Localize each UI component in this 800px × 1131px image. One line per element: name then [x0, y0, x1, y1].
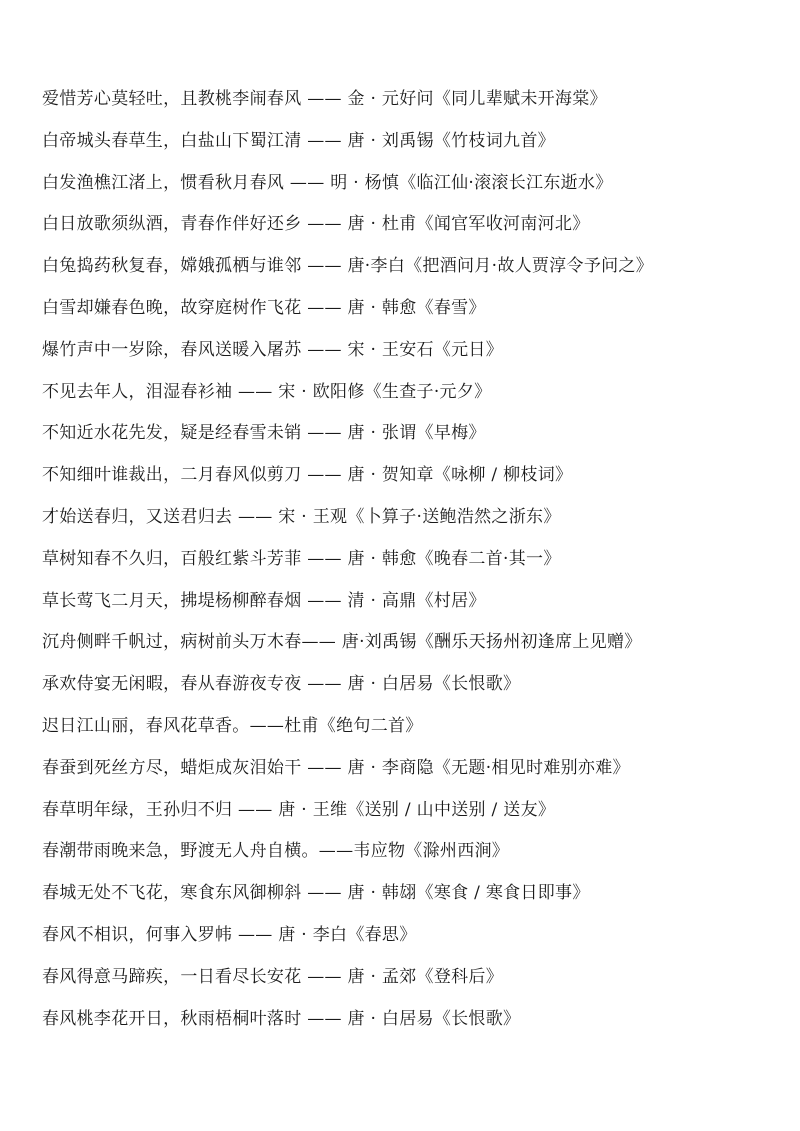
poem-line: 爱惜芳心莫轻吐，且教桃李闹春风 —— 金 · 元好问《同儿辈赋未开海棠》: [42, 89, 607, 109]
poem-line: 沉舟侧畔千帆过，病树前头万木春—— 唐·刘禹锡《酬乐天扬州初逢席上见赠》: [42, 632, 642, 653]
poem-line: 承欢侍宴无闲暇，春从春游夜专夜 —— 唐 · 白居易《长恨歌》: [42, 674, 521, 695]
poem-line: 不见去年人，泪湿春衫袖 —— 宋 · 欧阳修《生查子·元夕》: [42, 381, 492, 402]
poem-line: 不知近水花先发，疑是经春雪未销 —— 唐 · 张谓《早梅》: [42, 423, 486, 444]
poem-line: 草树知春不久归，百般红紫斗芳菲 —— 唐 · 韩愈《晚春二首·其一》: [42, 548, 561, 569]
poem-line: 白雪却嫌春色晚，故穿庭树作飞花 —— 唐 · 韩愈《春雪》: [42, 297, 486, 318]
poem-line: 不知细叶谁裁出，二月春风似剪刀 —— 唐 · 贺知章《咏柳 / 柳枝词》: [42, 465, 573, 486]
poem-line: 春城无处不飞花，寒食东风御柳斜 —— 唐 · 韩翃《寒食 / 寒食日即事》: [42, 883, 590, 904]
poem-line: 春风桃李花开日，秋雨梧桐叶落时 —— 唐 · 白居易《长恨歌》: [42, 1008, 521, 1029]
poem-line: 春潮带雨晚来急，野渡无人舟自横。——韦应物《滁州西涧》: [42, 841, 510, 862]
poem-line: 白日放歌须纵酒，青春作伴好还乡 —— 唐 · 杜甫《闻官军收河南河北》: [42, 214, 590, 235]
poem-line: 白兔捣药秋复春，嫦娥孤栖与谁邻 —— 唐·李白《把酒问月·故人贾淳令予问之》: [42, 256, 654, 277]
poem-line: 春蚕到死丝方尽，蜡炬成灰泪始干 —— 唐 · 李商隐《无题·相见时难别亦难》: [42, 757, 630, 778]
poem-line: 白发渔樵江渚上，惯看秋月春风 —— 明 · 杨慎《临江仙·滚滚长江东逝水》: [42, 172, 613, 193]
poem-line: 春草明年绿，王孙归不归 —— 唐 · 王维《送别 / 山中送别 / 送友》: [42, 799, 556, 820]
poem-line: 春风不相识，何事入罗帏 —— 唐 · 李白《春思》: [42, 924, 417, 945]
poem-line: 迟日江山丽，春风花草香。——杜甫《绝句二首》: [42, 715, 423, 736]
poem-line: 白帝城头春草生，白盐山下蜀江清 —— 唐 · 刘禹锡《竹枝词九首》: [42, 130, 555, 151]
poem-line-list: [42, 84, 762, 1045]
poem-line: 春风得意马蹄疾，一日看尽长安花 —— 唐 · 孟郊《登科后》: [42, 966, 504, 987]
poem-line: 才始送春归，又送君归去 —— 宋 · 王观《卜算子·送鲍浩然之浙东》: [42, 506, 561, 527]
poem-line: 草长莺飞二月天，拂堤杨柳醉春烟 —— 清 · 高鼎《村居》: [42, 590, 486, 611]
poem-line: 爆竹声中一岁除，春风送暖入屠苏 —— 宋 · 王安石《元日》: [42, 339, 504, 360]
